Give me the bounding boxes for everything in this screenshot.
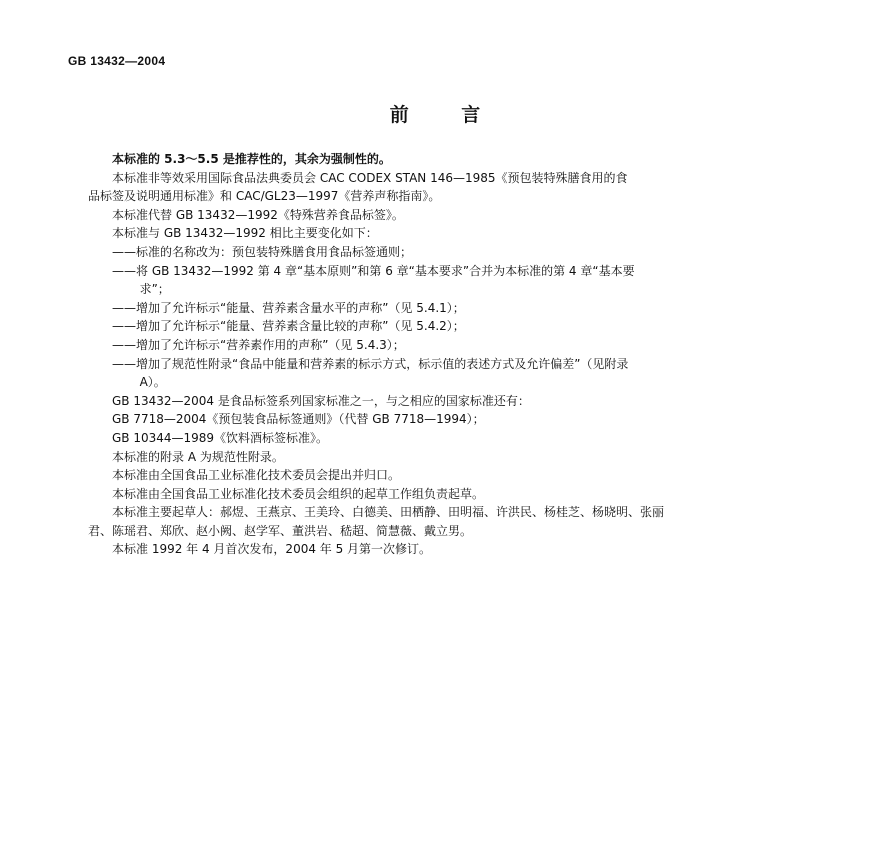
page-title: 前 言 bbox=[389, 104, 481, 126]
list-item-change: ——增加了允许标示“能量、营养素含量水平的声称”（见 5.4.1）； bbox=[112, 300, 465, 315]
paragraph-replaces: 本标准代替 GB 13432—1992《特殊营养食品标签》。 bbox=[112, 207, 404, 222]
paragraph-drafting-org: 本标准由全国食品工业标准化技术委员会组织的起草工作组负责起草。 bbox=[112, 486, 485, 501]
list-item-change: ——增加了允许标示“营养素作用的声称”（见 5.4.3）； bbox=[112, 337, 405, 352]
paragraph-series: GB 13432—2004 是食品标签系列国家标准之一，与之相应的国家标准还有： bbox=[112, 393, 530, 408]
list-item-change: ——标准的名称改为：预包装特殊膳食用食品标签通则； bbox=[112, 244, 413, 259]
paragraph-changes-intro: 本标准与 GB 13432—1992 相比主要变化如下： bbox=[112, 226, 378, 241]
list-item-change: ——增加了允许标示“能量、营养素含量比较的声称”（见 5.4.2）； bbox=[112, 319, 465, 334]
list-item-change: ——将 GB 13432—1992 第 4 章“基本原则”和第 6 章“基本要求”合并为本标准的第 4 章“基本要 求”； bbox=[112, 263, 635, 297]
paragraph-related-standard: GB 7718—2004《预包装食品标签通则》（代替 GB 7718—1994）； bbox=[112, 412, 485, 427]
paragraph-proposer: 本标准由全国食品工业标准化技术委员会提出并归口。 bbox=[112, 468, 401, 483]
paragraph-history: 本标准 1992 年 4 月首次发布，2004 年 5 月第一次修订。 bbox=[112, 542, 432, 557]
paragraph-adoption: 本标准非等效采用国际食品法典委员会 CAC CODEX STAN 146—1985《预包装特殊膳食用的食 品标签及说明通用标准》和 CAC/GL23—1997《营养声称指南》。 bbox=[88, 170, 628, 204]
paragraph-related-standard: GB 10344—1989《饮料酒标签标准》。 bbox=[112, 430, 329, 445]
foreword-body bbox=[88, 150, 814, 559]
paragraph-annex: 本标准的附录 A 为规范性附录。 bbox=[112, 449, 284, 464]
list-item-change: ——增加了规范性附录“食品中能量和营养素的标示方式，标示值的表述方式及允许偏差”（见附录 A）。 bbox=[112, 356, 629, 390]
paragraph-scope: 本标准的 5.3～5.5 是推荐性的，其余为强制性的。 bbox=[112, 152, 391, 166]
paragraph-drafters: 本标准主要起草人：郝煜、王燕京、王美玲、白德美、田栖静、田明福、许洪民、杨桂芝、杨晓明、张丽 君、陈瑶君、郑欣、赵小阙、赵学军、董洪岩、嵇超、简慧薇、戴立男。 bbox=[88, 505, 665, 538]
standard-number: GB 13432—2004 bbox=[68, 54, 166, 68]
